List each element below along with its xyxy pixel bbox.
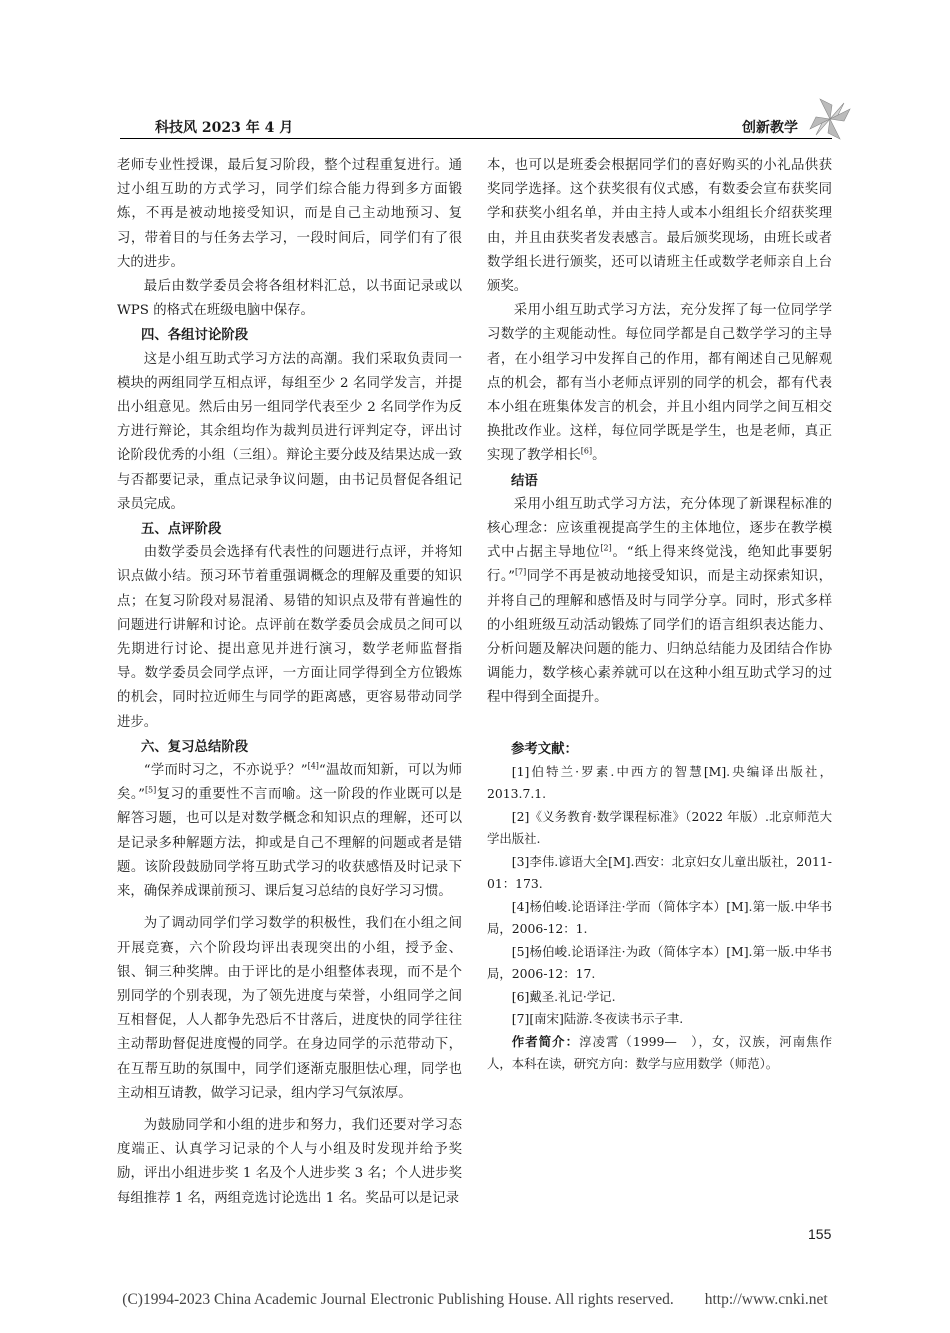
- paragraph: [487, 493, 832, 711]
- paragraph: [487, 299, 832, 468]
- reference-item: [5]杨伯峻.论语译注·为政（简体字本）[M].第一版.中华书局，2006-12：17.: [487, 943, 832, 982]
- author-label: 作者简介：: [511, 1033, 580, 1049]
- quote-text: “学而时习之，不亦说乎？”: [143, 763, 308, 779]
- reference-item: [3]李伟.谚语大全[M].西安：北京妇女儿童出版社，2011-01：173.: [487, 853, 832, 892]
- paragraph: 老师专业性授课，最后复习阶段，整个过程重复进行。通过小组互助的方式学习，同学们综合能力得到多方面锻炼，不再是被动地接受知识，而是自己主动地预习、复习，带着目的与任务去学习，一段时间后，同学们有了很大的进步。: [117, 158, 462, 270]
- paragraph: 这是小组互助式学习方法的高潮。我们采取负责同一模块的两组同学互相点评，每组至少 2 名同学发言，并提出小组意见。然后由另一组同学代表至少 2 名同学作为反方进行辩论，其余组均作为裁判员进行评判定夺，评出讨论阶段优秀的小组（三组）。辩论主要分歧及结果达成一致与否都要记录，重点记录争议问题，由书记员督促各组记录员完成。: [117, 351, 462, 512]
- paragraph-text: 。: [592, 448, 606, 464]
- section-heading: 五、点评阶段: [141, 521, 222, 538]
- journal-header: 科技风 2023 年 4 月: [155, 120, 294, 136]
- author-text: 淳凌霄（1999— ），女，汉族，河南焦作人，本科在读，研究方向：数学与应用数学（师范）。: [487, 1033, 833, 1072]
- citation: [2]: [600, 543, 612, 553]
- reference-item: [1]伯特兰·罗素.中西方的智慧[M].央编译出版社，2013.7.1.: [487, 763, 832, 802]
- quote-text: “温故而知新，可以为师矣。”: [117, 763, 462, 803]
- page-number: 155: [808, 1226, 832, 1242]
- copyright-footer: (C)1994-2023 China Academic Journal Electronic Publishing House. All rights reserved. http://www.cnki.net: [122, 1291, 828, 1308]
- citation: [6]: [580, 446, 593, 456]
- right-column: [487, 154, 832, 1076]
- left-column: [117, 154, 462, 1211]
- citation: [7]: [514, 567, 527, 577]
- paragraph: 本，也可以是班委会根据同学们的喜好购买的小礼品供获奖同学选择。这个获奖很有仪式感，有数委会宣布获奖同学和获奖小组名单，并由主持人或本小组组长介绍获奖理由，并且由获奖者发表感言。最后颁奖现场，由班长或者数学组长进行颁奖，还可以请班主任或数学老师亲自上台颁奖。: [487, 158, 832, 295]
- reference-item: [4]杨伯峻.论语译注·学而（简体字本）[M].第一版.中华书局，2006-12：1.: [487, 898, 832, 937]
- paragraph: 为鼓励同学和小组的进步和努力，我们还要对学习态度端正、认真学习记录的个人与小组及时发现并给予奖励，评出小组进步奖 1 名及个人进步奖 3 名；个人进步奖每组推荐 1 名，两组竞选讨论选出 1 名。奖品可以是记录: [117, 1117, 462, 1206]
- citation: [4]: [307, 761, 319, 771]
- section-heading: 六、复习总结阶段: [141, 738, 249, 755]
- references-heading: 参考文献：: [511, 740, 578, 757]
- paragraph-text: 采用小组互助式学习方法，充分发挥了每一位同学学习数学的主观能动性。每位同学都是自己数学学习的主导者，在小组学习中发挥自己的作用，都有阐述自己见解观点的机会，都有当小老师点评别的同学的机会，都有代表本小组在班集体发言的机会，并且小组内同学之间互相交换批改作业。这样，每位同学既是学生，也是老师，真正实现了教学相长: [487, 303, 832, 464]
- paragraph-text: 。“纸上得来终觉浅，绝知此事要躬行。”: [487, 545, 832, 585]
- header-rule: [120, 138, 832, 139]
- paragraph-text: 复习的重要性不言而喻。这一阶段的作业既可以是解答习题，也可以是对数学概念和知识点的理解，还可以是记录多种解题方法，抑或是自己不理解的问题或者是错题。该阶段鼓励同学将互助式学习的收获感悟及时记录下来，确保养成课前预习、课后复习总结的良好学习习惯。: [117, 787, 462, 900]
- author-bio: [487, 1031, 832, 1076]
- reference-item: [2]《义务教育·数学课程标准》（2022 年版）.北京师范大学出版社.: [487, 808, 832, 847]
- paragraph-text: 同学不再是被动地接受知识，而是主动探索知识，并将自己的理解和感悟及时与同学分享。同时，形式多样的小组班级互动活动锻炼了同学们的语言组织表达能力、分析问题及解决问题的能力、归纳总结能力及团结合作协调能力，数学核心素养就可以在这种小组互助式学习的过程中得到全面提升。: [487, 569, 832, 706]
- section-header: 创新教学: [742, 120, 798, 136]
- paragraph-text: 采用小组互助式学习方法，充分体现了新课程标准的核心理念：应该重视提高学生的主体地位，逐步在教学模式中占据主导地位: [487, 496, 832, 561]
- paragraph: 为了调动同学们学习数学的积极性，我们在小组之间开展竞赛，六个阶段均评出表现突出的小组，授予金、银、铜三种奖牌。由于评比的是小组整体表现，而不是个别同学的个别表现，为了领先进度与荣誉，小组同学之间互相督促，人人都争先恐后不甘落后，进度快的同学往往主动帮助督促进度慢的同学。在身边同学的示范带动下，在互帮互助的氛围中，同学们逐渐克服胆怯心理，同学也主动相互请教，做学习记录，组内学习气氛浓厚。: [117, 916, 462, 1101]
- section-heading: 四、各组讨论阶段: [141, 327, 249, 344]
- paragraph: 由数学委员会选择有代表性的问题进行点评，并将知识点做小结。预习环节着重强调概念的理解及重要的知识点；在复习阶段对易混淆、易错的知识点及带有普遍性的问题进行讲解和讨论。点评前在数学委员会成员之间可以先期进行讨论、提出意见并进行演习，数学老师监督指导。数学委员会同学点评，一方面让同学得到全方位锻炼的机会，同时拉近师生与同学的距离感，更容易带动同学进步。: [117, 545, 462, 730]
- conclusion-heading: 结语: [511, 472, 538, 489]
- reference-item: [7][南宋]陆游.冬夜读书示子聿.: [511, 1011, 684, 1027]
- pinwheel-icon: [808, 97, 852, 141]
- paragraph: 最后由数学委员会将各组材料汇总，以书面记录或以 WPS 的格式在班级电脑中保存。: [117, 279, 462, 319]
- paragraph: [117, 759, 462, 904]
- citation: [5]: [144, 785, 157, 795]
- reference-item: [6]戴圣.礼记·学记.: [511, 988, 616, 1004]
